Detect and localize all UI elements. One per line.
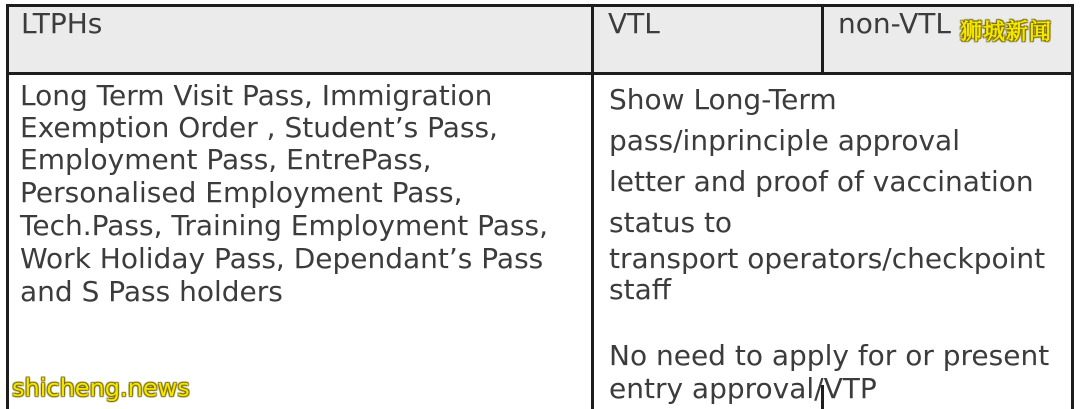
vtl-line: staff bbox=[609, 273, 672, 306]
ltphs-line: Tech.Pass, Training Employment Pass, bbox=[20, 209, 548, 242]
watermark-bottom: shicheng.news bbox=[12, 374, 190, 402]
ltphs-line: Work Holiday Pass, Dependant’s Pass bbox=[20, 242, 544, 275]
column-divider-2-header bbox=[821, 4, 824, 74]
header-ltphs: LTPHs bbox=[21, 7, 103, 40]
vtl-line: entry approval/VTP bbox=[609, 372, 877, 405]
vtl-line: status to bbox=[609, 206, 733, 239]
ltphs-line: Employment Pass, EntrePass, bbox=[20, 143, 432, 176]
header-non-vtl: non-VTL bbox=[838, 7, 951, 40]
vtl-line: pass/inprinciple approval bbox=[609, 124, 960, 157]
header-vtl: VTL bbox=[608, 7, 660, 40]
header-divider bbox=[6, 72, 1074, 75]
vtl-line: letter and proof of vaccination bbox=[609, 165, 1034, 198]
vtl-line: transport operators/checkpoint bbox=[609, 242, 1046, 275]
ltphs-line: and S Pass holders bbox=[20, 275, 283, 308]
column-divider-1 bbox=[591, 4, 594, 409]
ltphs-line: Exemption Order , Student’s Pass, bbox=[20, 111, 498, 144]
ltphs-line: Personalised Employment Pass, bbox=[20, 176, 463, 209]
watermark-top: 狮城新闻 bbox=[960, 20, 1053, 45]
vtl-line: Show Long-Term bbox=[609, 83, 837, 116]
vtl-line: No need to apply for or present bbox=[609, 339, 1050, 372]
ltphs-line: Long Term Visit Pass, Immigration bbox=[20, 79, 493, 112]
